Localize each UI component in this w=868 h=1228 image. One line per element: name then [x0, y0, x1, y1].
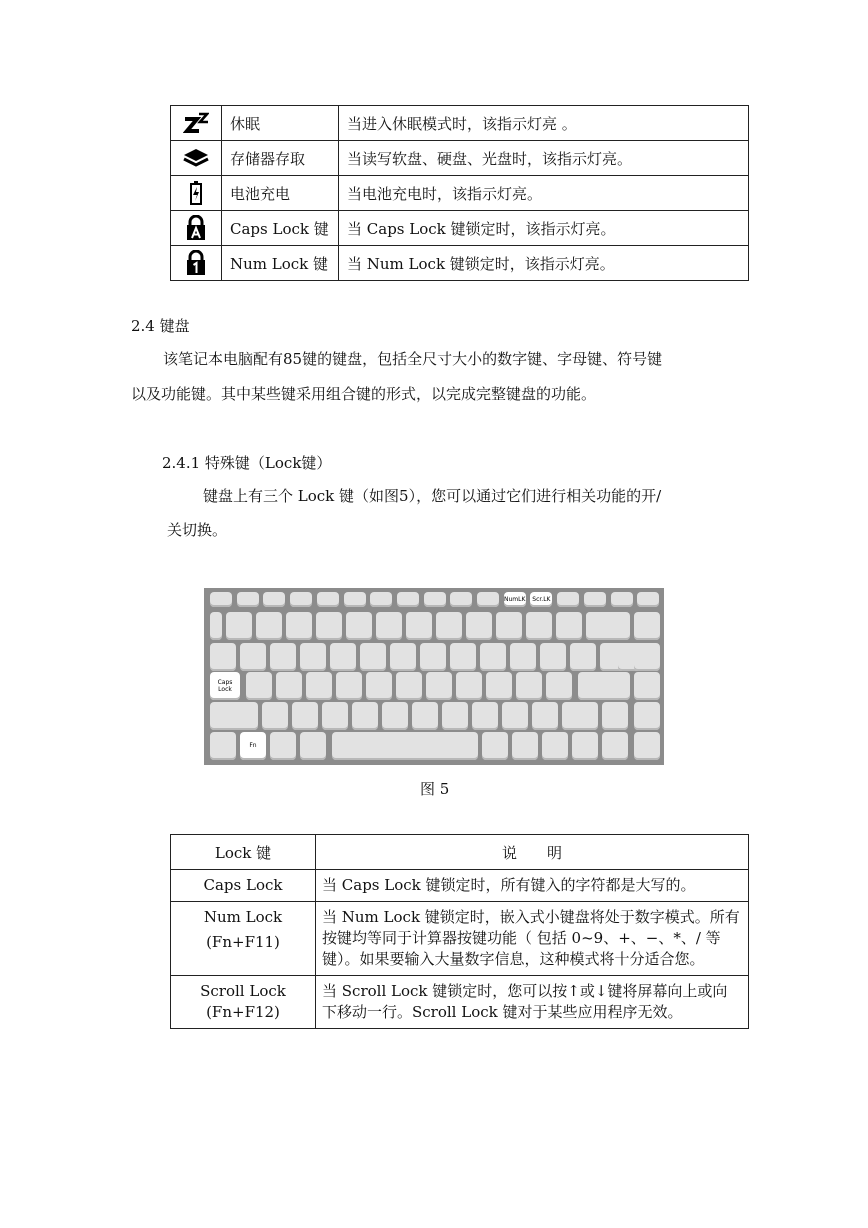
keyboard-key [496, 612, 522, 640]
keyboard-key [370, 592, 392, 607]
keyboard-key [317, 592, 339, 607]
table-row [171, 976, 749, 1029]
keyboard-key [516, 672, 542, 700]
keyboard-key [420, 643, 446, 671]
keyboard-key [276, 672, 302, 700]
keyboard-key [330, 643, 356, 671]
keyboard-key [572, 732, 598, 760]
indicator-name: 电池充电 [222, 176, 339, 211]
keyboard-key [466, 612, 492, 640]
keyboard-key [332, 732, 478, 760]
keyboard-key [210, 612, 222, 640]
keyboard-key [210, 732, 236, 760]
keyboard-key [210, 702, 258, 730]
keyboard-key [482, 732, 508, 760]
keyboard-key [634, 732, 660, 760]
keyboard-key [532, 702, 558, 730]
keyboard-key [322, 702, 348, 730]
indicator-desc: 当 Caps Lock 键锁定时，该指示灯亮。 [339, 211, 749, 246]
num-lock-key [504, 592, 526, 607]
scroll-lock-key [530, 592, 552, 607]
keyboard-key [270, 643, 296, 671]
keyboard-key [584, 592, 606, 607]
keyboard-key [546, 672, 572, 700]
keyboard-key-label: Scr.LK [532, 596, 551, 603]
keyboard-key [450, 592, 472, 607]
caps-lock-key [210, 672, 240, 700]
indicator-name: Num Lock 键 [222, 246, 339, 281]
keyboard-key [300, 643, 326, 671]
keyboard-key [292, 702, 318, 730]
keyboard-key [472, 702, 498, 730]
column-header-key: Lock 键 [171, 835, 316, 870]
table-row [171, 246, 749, 281]
keyboard-key [456, 672, 482, 700]
keyboard-key [210, 592, 232, 607]
table-row [171, 176, 749, 211]
keyboard-key-label: Lock [218, 686, 232, 693]
table-row [171, 141, 749, 176]
indicator-desc: 当读写软盘、硬盘、光盘时，该指示灯亮。 [339, 141, 749, 176]
keyboard-key [556, 612, 582, 640]
table-header-row [171, 835, 749, 870]
keyboard-key [396, 672, 422, 700]
keyboard-key [246, 672, 272, 700]
figure-caption: 图 5 [420, 780, 450, 798]
keyboard-key [226, 612, 252, 640]
keyboard-key [634, 702, 660, 730]
keyboard-key [306, 672, 332, 700]
sleep-zz-icon [183, 111, 209, 135]
lock-key-combo: (Fn+F11) [206, 933, 280, 951]
keyboard-key-label: Caps [217, 679, 233, 686]
keyboard-key [406, 612, 432, 640]
keyboard-key-label: Fn [249, 742, 257, 749]
table-row [171, 870, 749, 902]
lock-key-table [170, 834, 749, 1029]
keyboard-key [634, 672, 660, 700]
lock-key-name: Caps Lock [203, 876, 283, 894]
keyboard-key [316, 612, 342, 640]
keyboard-key-label: NumLK [503, 596, 526, 603]
keyboard-key [526, 612, 552, 640]
keyboard-key [436, 612, 462, 640]
keyboard-key [557, 592, 579, 607]
keyboard-key [286, 612, 312, 640]
caps-lock-icon [185, 215, 207, 241]
keyboard-key [262, 702, 288, 730]
keyboard-key [376, 612, 402, 640]
indicator-name: 休眠 [222, 106, 339, 141]
indicator-name: Caps Lock 键 [222, 211, 339, 246]
keyboard-key [366, 672, 392, 700]
battery-charge-icon [189, 180, 203, 206]
lock-key-name: Num Lock [203, 908, 283, 926]
keyboard-key [602, 702, 628, 730]
indicator-desc: 当进入休眠模式时，该指示灯亮 。 [339, 106, 749, 141]
keyboard-key [300, 732, 326, 760]
keyboard-key [263, 592, 285, 607]
keyboard-key [256, 612, 282, 640]
keyboard-key [634, 612, 660, 640]
keyboard-key [424, 592, 446, 607]
keyboard-key [336, 672, 362, 700]
keyboard-key [477, 592, 499, 607]
keyboard-key [442, 702, 468, 730]
fn-key [240, 732, 266, 760]
keyboard-key [486, 672, 512, 700]
keyboard-key [586, 612, 630, 640]
lock-key-desc: 当 Caps Lock 键锁定时，所有键入的字符都是大写的。 [316, 870, 749, 902]
keyboard-key [450, 643, 476, 671]
keyboard-key [237, 592, 259, 607]
lock-key-combo: (Fn+F12) [206, 1003, 280, 1021]
keyboard-key [426, 672, 452, 700]
keyboard-key [390, 643, 416, 671]
keyboard-key [344, 592, 366, 607]
indicator-name: 存储器存取 [222, 141, 339, 176]
section-paragraph-line: 以及功能键。其中某些键采用组合键的形式，以完成完整键盘的功能。 [131, 385, 597, 403]
num-lock-icon [185, 250, 207, 276]
subsection-paragraph-line: 关切换。 [167, 521, 228, 539]
lock-key-desc: 当 Num Lock 键锁定时，嵌入式小键盘将处于数字模式。所有按键均等同于计算器按键功能（ 包括 0~9、+、−、*、/ 等键）。如果要输入大量数字信息，这种模式将十分适合您。 [316, 902, 749, 976]
keyboard-key [542, 732, 568, 760]
table-row [171, 106, 749, 141]
lock-key-desc: 当 Scroll Lock 键锁定时，您可以按↑或↓键将屏幕向上或向下移动一行。Scroll Lock 键对于某些应用程序无效。 [316, 976, 749, 1029]
keyboard-key [502, 702, 528, 730]
keyboard-key [270, 732, 296, 760]
column-header-desc: 说 明 [316, 835, 749, 870]
keyboard-key [382, 702, 408, 730]
keyboard-key [240, 643, 266, 671]
keyboard-key [512, 732, 538, 760]
indicator-desc: 当电池充电时，该指示灯亮。 [339, 176, 749, 211]
lock-key-name: Scroll Lock [200, 982, 286, 1000]
section-heading: 2.4 键盘 [131, 317, 190, 335]
keyboard-key [397, 592, 419, 607]
keyboard-key [412, 702, 438, 730]
subsection-paragraph-line: 键盘上有三个 Lock 键（如图5），您可以通过它们进行相关功能的开/ [203, 487, 662, 505]
table-row [171, 211, 749, 246]
keyboard-key [540, 643, 566, 671]
indicator-desc: 当 Num Lock 键锁定时，该指示灯亮。 [339, 246, 749, 281]
keyboard-key [602, 732, 628, 760]
keyboard-key [637, 592, 659, 607]
keyboard-key [290, 592, 312, 607]
keyboard-key [480, 643, 506, 671]
section-paragraph-line: 该笔记本电脑配有85键的键盘，包括全尺寸大小的数字键、字母键、符号键 [163, 350, 663, 368]
keyboard-key [562, 702, 598, 730]
subsection-heading: 2.4.1 特殊键（Lock键） [162, 454, 332, 472]
keyboard-key [570, 643, 596, 671]
keyboard-key [611, 592, 633, 607]
indicator-table [170, 105, 749, 281]
table-row [171, 902, 749, 976]
keyboard-key [210, 643, 236, 671]
keyboard-figure [204, 588, 664, 765]
keyboard-key [346, 612, 372, 640]
keyboard-key [510, 643, 536, 671]
keyboard-key [634, 643, 660, 671]
keyboard-key [360, 643, 386, 671]
keyboard-key [352, 702, 378, 730]
storage-disk-icon [183, 148, 209, 168]
keyboard-key [578, 672, 630, 700]
